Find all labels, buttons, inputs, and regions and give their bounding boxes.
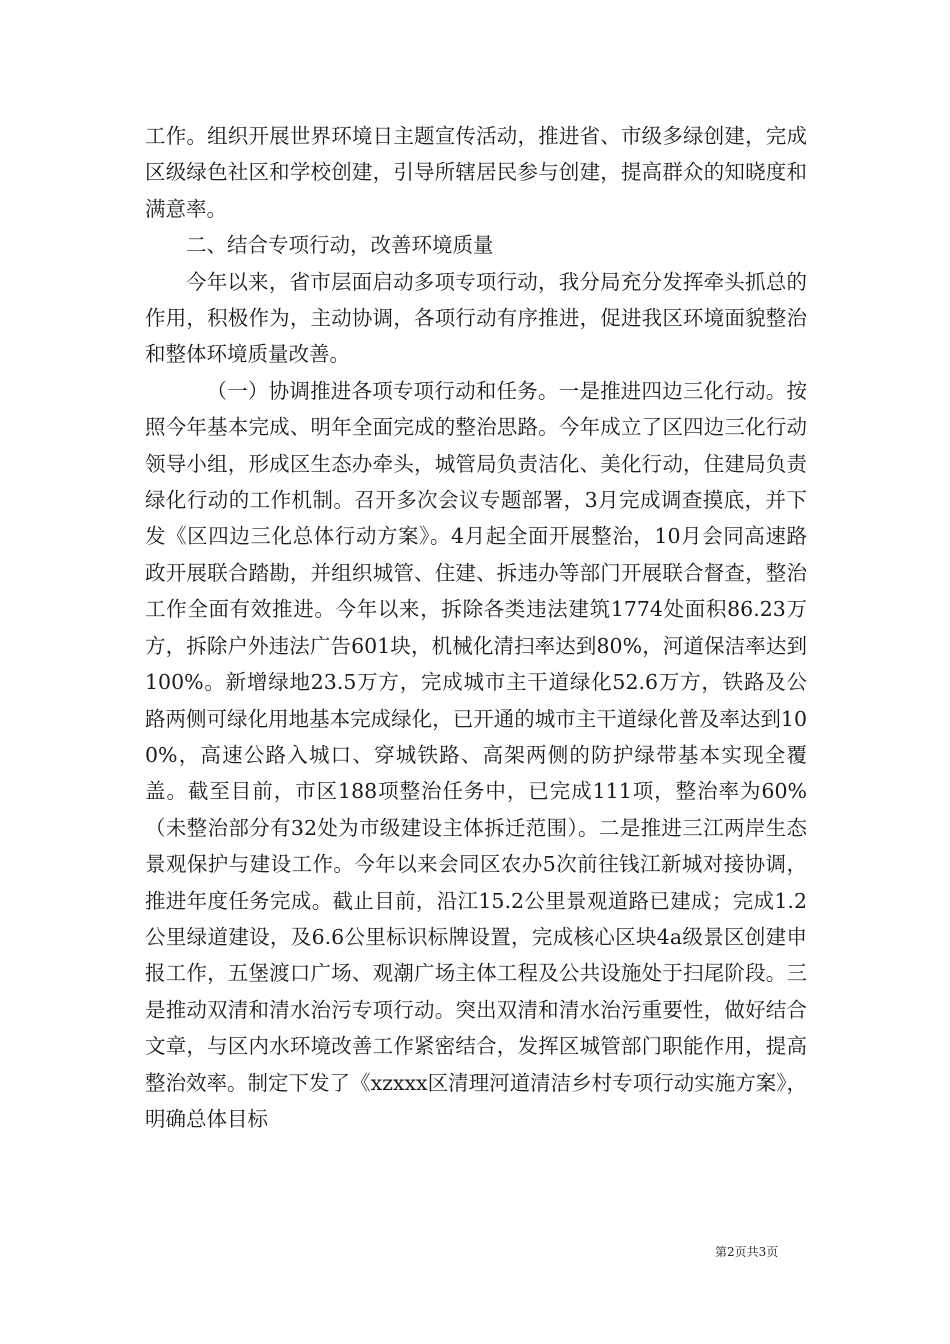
paragraph-subsection-1: （一）协调推进各项专项行动和任务。一是推进四边三化行动。按照今年基本完成、明年全面完成的整治思路。今年成立了区四边三化行动领导小组，形成区生态办牵头，城管局负责洁化、美化行动，住建局负责绿化行动的工作机制。召开多次会议专题部署，3月完成调查摸底，并下发《区四边三化总体行动方案》。4月起全面开展整治，10月会同高速路政开展联合踏勘，并组织城管、住建、拆违办等部门开展联合督查，整治工作全面有效推进。今年以来，拆除各类违法建筑1774处面积86.23万方，拆除户外违法广告601块，机械化清扫率达到80%，河道保洁率达到100%。新增绿地23.5万方，完成城市主干道绿化52.6万方，铁路及公路两侧可绿化用地基本完成绿化，已开通的城市主干道绿化普及率达到100%，高速公路入城口、穿城铁路、高架两侧的防护绿带基本实现全覆盖。截至目前，市区188项整治任务中，已完成111项，整治率为60%（未整治部分有32处为市级建设主体拆迁范围）。二是推进三江两岸生态景观保护与建设工作。今年以来会同区农办5次前往钱江新城对接协调，推进年度任务完成。截止目前，沿江15.2公里景观道路已建成；完成1.2公里绿道建设，及6.6公里标识标牌设置，完成核心区块4a级景区创建申报工作，五堡渡口广场、观潮广场主体工程及公共设施处于扫尾阶段。三是推动双清和清水治污专项行动。突出双清和清水治污重要性，做好结合文章，与区内水环境改善工作紧密结合，发挥区城管部门职能作用，提高整治效率。制定下发了《xzxxx区清理河道清洁乡村专项行动实施方案》，明确总体目标 (145, 378, 807, 1131)
section-heading: 二、结合专项行动，改善环境质量 (186, 233, 494, 258)
paragraph-continuation: 工作。组织开展世界环境日主题宣传活动，推进省、市级多绿创建，完成区级绿色社区和学校创建，引导所辖居民参与创建，提高群众的知晓度和满意率。 (145, 124, 807, 221)
paragraph-intro: 今年以来，省市层面启动多项专项行动，我分局充分发挥牵头抓总的作用，积极作为，主动协调，各项行动有序推进，促进我区环境面貌整治和整体环境质量改善。 (145, 269, 807, 367)
page-number-footer: 第2页共3页 (715, 1245, 779, 1259)
document-body (145, 118, 807, 1137)
